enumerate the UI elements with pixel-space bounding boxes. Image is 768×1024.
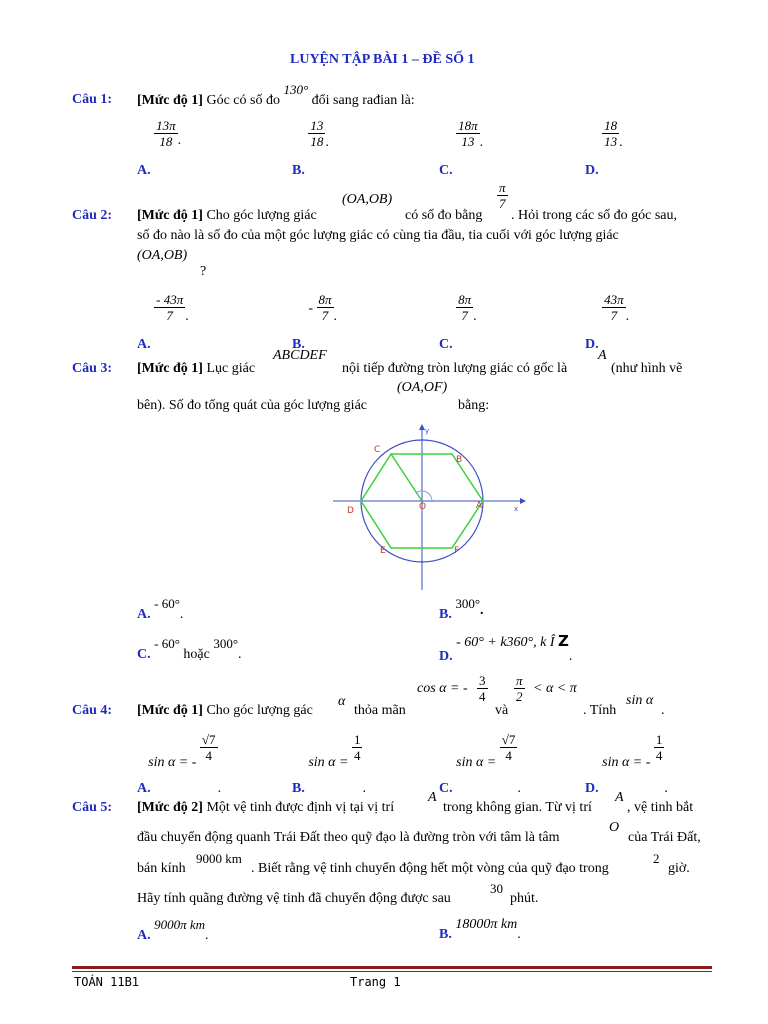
q3-option-a[interactable]: A. - 60°. [137,596,184,622]
q4-option-d[interactable]: D. sin α = - $\frac{1}{4}$ . [585,732,668,796]
q3-level: [Mức độ 1] [137,361,203,376]
q5-point-a: A [428,790,437,805]
q1-option-d[interactable]: D. $\frac{18}{13}$ . [585,118,623,178]
footer-rule-thick [72,966,712,969]
q4-option-a[interactable]: A. sin α = - $\frac{√7}{4}$ . [137,732,222,796]
q3-text-c: (như hình vẽ [611,361,683,376]
q3-stem-line2: bên). Số đo tổng quát của góc lượng giác [137,398,367,413]
q4-text-a: Cho góc lượng gác [206,703,313,718]
unit-circle-hexagon-figure [330,422,530,592]
q2-text-a: Cho góc lượng giác [206,208,317,223]
q2-stem-line1 [137,208,317,224]
q4-cos-lhs: cos α = - [417,681,468,696]
q1-label: Câu 1: [72,92,113,107]
q4-text-c: . Tính [583,703,617,718]
label-c: C [374,445,381,455]
q2-text-c: . Hỏi trong các số đo góc sau, [511,208,678,223]
q4-text-b: thỏa mãn [354,703,406,718]
q3-text-d: bằng: [458,398,490,413]
q2-option-d[interactable]: D. $\frac{43\pi}{7}$ . [585,292,630,352]
q3-stem-line1 [137,361,255,377]
label-y: y [425,427,430,435]
q2-angle: (OA,OB) [342,192,393,207]
q2-option-c[interactable]: C. $\frac{8\pi}{7}$ . [439,292,477,352]
q3-option-d[interactable]: D. - 60° + k360°, k Î Z. [439,632,573,664]
q3-angle: (OA,OF) [397,380,448,395]
q2-option-b[interactable]: B. - $\frac{8\pi}{7}$ . [292,292,338,352]
q5-stem-line1: [Mức độ 2] Một vệ tinh được định vị tại vị trí [137,800,395,815]
q4-sin: sin α [626,693,654,708]
q3-text-a: Lục giác [206,361,256,376]
q4-va: và [495,703,509,718]
q2-text-b: có số đo bằng [405,208,483,223]
q5-minutes: 30 [490,881,503,896]
footer-page-number: Trang 1 [350,975,401,989]
label-o: O [419,502,427,512]
q3-option-c[interactable]: C. - 60° hoặc 300°. [137,636,242,662]
q5-text-c: , vệ tinh bắt [627,800,694,815]
q5-stem-line4b: phút. [510,891,539,906]
q5-stem-line3c: giờ. [668,861,690,876]
q4-dot: . [661,703,665,718]
q1-text-b: đổi sang rađian là: [311,93,415,108]
q1-option-b-fraction: $\frac{13}{18}$ [310,118,324,149]
q5-level: [Mức độ 2] [137,800,203,815]
q3-option-b[interactable]: B. 300°. [439,596,484,622]
q5-stem-line3b: . Biết rằng vệ tinh chuyển động hết một vòng của quỹ đạo trong [251,861,609,876]
q1-text-a: Góc có số đo [206,93,280,108]
q5-stem-line4a: Hãy tính quãng đường vệ tinh đã chuyển động được sau [137,891,451,906]
q5-stem-line3a: bán kính [137,861,186,876]
q5-label: Câu 5: [72,800,113,815]
q5-stem-line2a: đầu chuyển động quanh Trái Đất theo quỹ đạo là đường tròn với tâm là tâm [137,830,560,845]
q1-degree: 130° [283,82,309,97]
q3-point-a: A [598,348,607,363]
q4-cos-fraction: $\frac{3}{4}$ [479,673,486,704]
q2-stem-line2: số đo nào là số đo của một góc lượng giác có cùng tia đầu, tia cuối với góc lượng giác [137,228,619,243]
q5-point-o: O [609,820,620,835]
q4-level: [Mức độ 1] [137,703,203,718]
q4-label: Câu 4: [72,703,113,718]
q4-range: < α < π [533,681,577,696]
q5-option-a[interactable]: A. 9000π km. [137,917,209,943]
q2-option-a[interactable]: A. $\frac{- 43\pi}{7}$ . [137,292,189,352]
q4-range-fraction: $\frac{\pi}{2}$ [516,673,523,704]
segment-oc [391,454,422,501]
q5-radius: 9000 km [196,851,242,866]
footer-rule-thin [72,971,712,972]
q1-option-c-fraction: $\frac{18\pi}{13}$ [458,118,478,149]
q4-stem [137,703,313,719]
label-a: A [476,501,483,511]
q3-hexagon-name: ABCDEF [273,348,327,363]
q2-question-mark: ? [200,264,207,279]
label-d: D [347,506,354,516]
q5-option-b[interactable]: B. 18000π km. [439,917,521,942]
q4-alpha: α [338,694,346,709]
q2-fraction: $\frac{\pi}{7}$ [499,180,506,211]
page-title: LUYỆN TẬP BÀI 1 – ĐỀ SỐ 1 [290,52,475,67]
q1-level: [Mức độ 1] [137,93,203,108]
q4-option-b[interactable]: B. sin α = $\frac{1}{4}$ . [292,732,366,796]
q1-stem [137,82,415,109]
q1-option-a[interactable]: A. $\frac{13\pi}{18}$ . [137,118,182,178]
q5-text-b: trong không gian. Từ vị trí [443,800,592,815]
x-axis-arrow [520,498,526,504]
q2-angle-2: (OA,OB) [137,248,188,263]
q1-option-c[interactable]: C. $\frac{18\pi}{13}$ . [439,118,484,178]
q5-hours: 2 [653,851,660,866]
q1-option-a-fraction: $\frac{13\pi}{18}$ [156,118,176,149]
q1-option-d-fraction: $\frac{18}{13}$ [604,118,618,149]
q5-point-a-2: A [615,790,624,805]
q3-text-b: nội tiếp đường tròn lượng giác có gốc là [342,361,568,376]
q2-level: [Mức độ 1] [137,208,203,223]
label-f: F [454,546,460,556]
label-b: B [456,455,463,465]
q3-label: Câu 3: [72,361,113,376]
footer-left: TOÁN 11B1 [74,975,140,989]
q1-option-b[interactable]: B. $\frac{13}{18}$ . [292,118,329,178]
label-e: E [380,546,386,556]
label-x: x [514,505,519,513]
q2-label: Câu 2: [72,208,113,223]
q4-option-c[interactable]: C. sin α = $\frac{√7}{4}$ . [439,732,521,796]
q5-stem-line2b: của Trái Đất, [628,830,701,845]
